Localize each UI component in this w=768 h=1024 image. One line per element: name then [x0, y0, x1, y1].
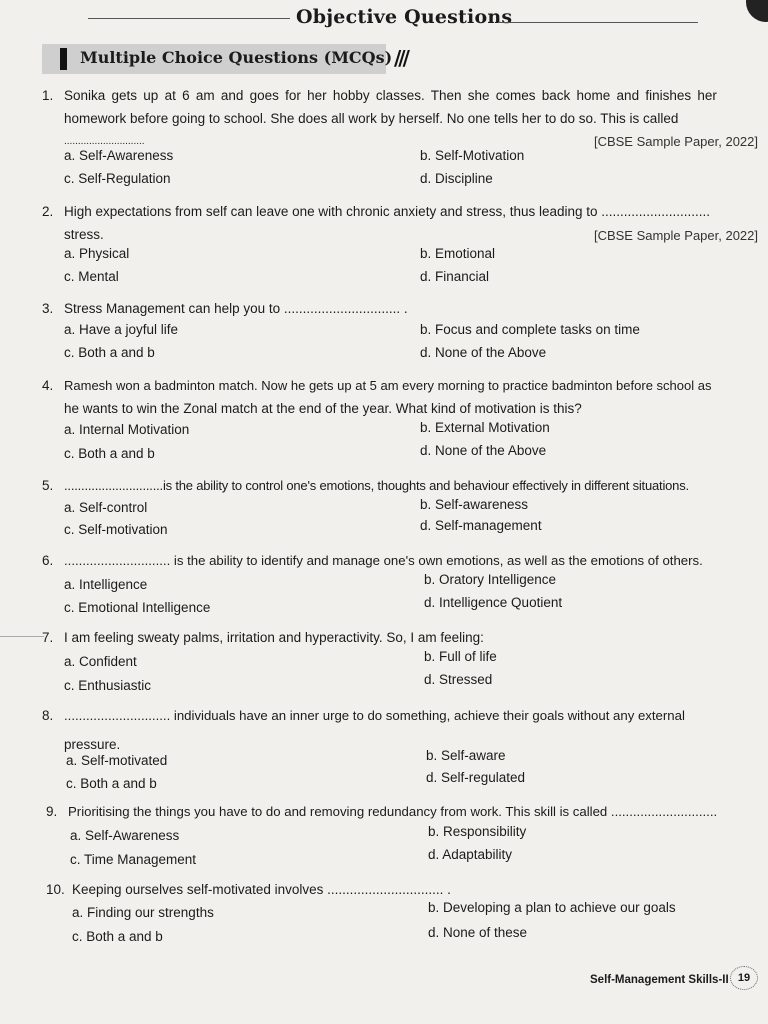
question-number: 6. [42, 553, 54, 568]
question-9 [46, 800, 758, 823]
stem-line: ............................. individuals have an inner urge to do something, achieve their goals without any external [64, 708, 685, 723]
option-b: b. Full of life [424, 649, 497, 664]
stem-line: Ramesh won a badminton match. Now he gets up at 5 am every morning to practice badminton before school as [64, 378, 712, 393]
option-a: a. Finding our strengths [72, 905, 214, 920]
option-a: a. Self-motivated [66, 753, 168, 768]
stem-line: ............................. is the ability to identify and manage one's own emotions, as well as the emotions of others. [64, 553, 703, 568]
option-b: b. External Motivation [420, 420, 550, 435]
option-d: d. Self-regulated [426, 770, 526, 785]
margin-mark [0, 636, 44, 637]
footer-subject: Self-Management Skills-II [590, 974, 729, 986]
option-a: a. Self-Awareness [64, 148, 174, 163]
question-number: 10. [46, 882, 65, 897]
question-10 [46, 878, 758, 901]
option-b: b. Developing a plan to achieve our goals [428, 900, 676, 915]
option-c: c. Mental [64, 269, 119, 284]
question-number: 8. [42, 708, 54, 723]
question-stem [68, 800, 758, 823]
question-stem [64, 297, 758, 320]
section-heading-marker [60, 48, 67, 70]
option-d: d. Stressed [424, 672, 493, 687]
header-rule-right [498, 22, 698, 23]
question-stem [64, 549, 758, 572]
option-c: c. Both a and b [64, 446, 155, 461]
option-c: c. Time Management [70, 852, 197, 867]
option-b: b. Self-Motivation [420, 148, 525, 163]
question-number: 5. [42, 478, 54, 493]
page-number: 19 [730, 966, 758, 990]
stem-line: Keeping ourselves self-motivated involves ............................... . [72, 882, 451, 897]
option-d: d. Financial [420, 269, 490, 284]
question-number: 3. [42, 301, 54, 316]
option-d: d. Self-management [420, 518, 542, 533]
option-a: a. Internal Motivation [64, 422, 190, 437]
option-d: d. Intelligence Quotient [424, 595, 563, 610]
question-source: [CBSE Sample Paper, 2022] [593, 228, 758, 243]
option-d: d. None of the Above [420, 443, 547, 458]
header-rule-left [88, 18, 290, 19]
question-stem [64, 704, 758, 756]
question-source: [CBSE Sample Paper, 2022] [593, 134, 758, 149]
option-a: a. Intelligence [64, 577, 148, 592]
stem-line: ............................. [64, 136, 145, 147]
question-number: 7. [42, 630, 54, 645]
option-d: d. Adaptability [428, 847, 513, 862]
stem-line: pressure. [64, 737, 121, 752]
question-number: 2. [42, 204, 54, 219]
option-b: b. Self-aware [426, 748, 506, 763]
option-b: b. Self-awareness [420, 497, 529, 512]
stem-line: .............................is the ability to control one's emotions, thoughts and behaviour effectively in different situations. [64, 478, 689, 493]
stem-line: he wants to win the Zonal match at the end of the year. What kind of motivation is this? [64, 401, 582, 416]
option-a: a. Have a joyful life [64, 322, 179, 337]
option-c: c. Emotional Intelligence [64, 600, 211, 615]
question-7 [42, 626, 758, 649]
option-c: c. Both a and b [66, 776, 157, 791]
option-d: d. None of these [428, 925, 528, 940]
stem-line: stress. [64, 227, 104, 242]
option-c: c. Enthusiastic [64, 678, 152, 693]
stem-line: homework before going to school. She does all work by herself. No one tells her to do so. This is called [64, 111, 679, 126]
option-b: b. Emotional [420, 246, 496, 261]
option-a: a. Self-Awareness [70, 828, 180, 843]
question-3 [42, 297, 758, 320]
question-6 [42, 549, 758, 572]
option-b: b. Responsibility [428, 824, 527, 839]
page-title: Objective Questions [296, 6, 513, 28]
question-stem [64, 374, 758, 420]
page-header [0, 4, 768, 30]
stem-line: Prioritising the things you have to do and removing redundancy from work. This skill is called ............................. [68, 804, 718, 819]
stem-line: Sonika gets up at 6 am and goes for her hobby classes. Then she comes back home and finishes her [64, 88, 717, 103]
option-c: c. Both a and b [64, 345, 155, 360]
option-d: d. Discipline [420, 171, 493, 186]
section-slashes: /// [394, 46, 407, 70]
section-title: Multiple Choice Questions (MCQs) [80, 48, 393, 67]
question-1 [42, 84, 758, 153]
option-a: a. Confident [64, 654, 137, 669]
option-c: c. Self-motivation [64, 522, 168, 537]
option-c: c. Self-Regulation [64, 171, 171, 186]
question-number: 9. [46, 804, 58, 819]
stem-line: I am feeling sweaty palms, irritation and hyperactivity. So, I am feeling: [64, 630, 484, 645]
option-b: b. Oratory Intelligence [424, 572, 557, 587]
question-stem [64, 626, 758, 649]
question-8 [42, 704, 758, 756]
option-a: a. Physical [64, 246, 130, 261]
question-stem [72, 878, 758, 901]
page-footer [590, 966, 760, 996]
section-heading [42, 44, 424, 74]
question-2 [42, 200, 758, 246]
stem-line: High expectations from self can leave one with chronic anxiety and stress, thus leading to ............................. [64, 204, 711, 219]
question-number: 4. [42, 378, 54, 393]
question-4 [42, 374, 758, 420]
option-a: a. Self-control [64, 500, 148, 515]
option-c: c. Both a and b [72, 929, 163, 944]
question-stem [64, 474, 758, 497]
question-number: 1. [42, 88, 54, 103]
option-b: b. Focus and complete tasks on time [420, 322, 640, 337]
stem-line: Stress Management can help you to ............................... . [64, 301, 408, 316]
question-5 [42, 474, 758, 497]
option-d: d. None of the Above [420, 345, 547, 360]
